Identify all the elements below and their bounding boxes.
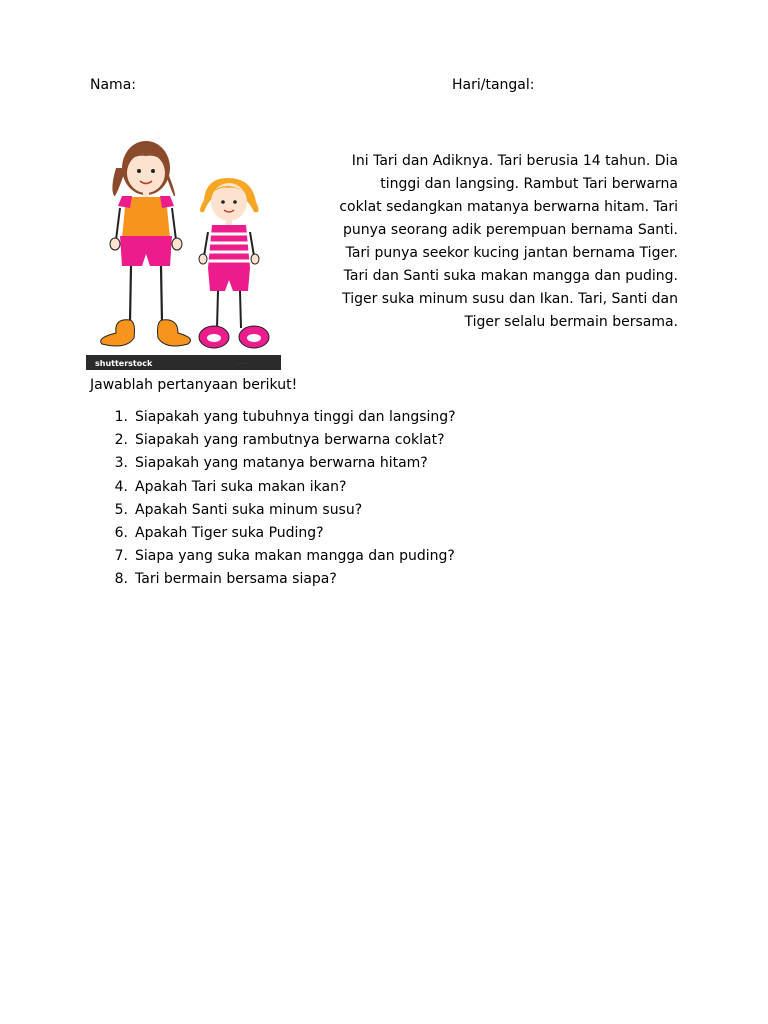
tall-girl-figure — [101, 141, 191, 346]
question-text: Apakah Tiger suka Puding? — [135, 524, 324, 541]
question-item — [90, 570, 456, 593]
name-label: Nama: — [90, 77, 136, 93]
passage-line: coklat sedangkan matanya berwarna hitam. Tari — [339, 199, 678, 215]
question-list — [90, 408, 456, 594]
watermark-text: shutterstock — [95, 359, 153, 368]
question-item — [90, 408, 456, 431]
question-text: Siapakah yang rambutnya berwarna coklat? — [135, 432, 445, 449]
passage-line: punya seorang adik perempuan bernama Santi. — [342, 222, 678, 238]
question-number: 3. — [114, 455, 128, 472]
question-text: Siapa yang suka makan mangga dan puding? — [135, 548, 455, 565]
two-girls-illustration — [86, 128, 281, 370]
question-item — [90, 501, 456, 524]
passage-line: Tari punya seekor kucing jantan bernama Tiger. — [345, 245, 678, 261]
question-item — [90, 431, 456, 454]
question-item — [90, 454, 456, 477]
question-text: Apakah Santi suka minum susu? — [135, 501, 363, 518]
question-number: 7. — [114, 548, 128, 565]
question-text: Siapakah yang matanya berwarna hitam? — [135, 455, 428, 472]
question-number: 2. — [114, 432, 128, 449]
passage-line: Tiger selalu bermain bersama. — [464, 314, 678, 330]
question-item — [90, 547, 456, 570]
question-item — [90, 478, 456, 501]
passage-line: Ini Tari dan Adiknya. Tari berusia 14 tahun. Dia — [351, 153, 678, 169]
question-text: Apakah Tari suka makan ikan? — [135, 478, 347, 495]
passage-line: Tiger suka minum susu dan Ikan. Tari, Santi dan — [342, 291, 678, 307]
instruction-heading: Jawablah pertanyaan berikut! — [90, 377, 298, 393]
question-number: 5. — [114, 501, 128, 518]
question-number: 4. — [114, 478, 128, 495]
question-number: 6. — [114, 524, 128, 541]
question-number: 1. — [114, 409, 128, 425]
reading-passage — [308, 150, 678, 334]
svg-text:··············: ·············· — [236, 361, 250, 365]
passage-line: Tari dan Santi suka makan mangga dan puding. — [343, 268, 678, 284]
question-text: Siapakah yang tubuhnya tinggi dan langsing? — [135, 409, 456, 425]
question-text: Tari bermain bersama siapa? — [135, 571, 337, 588]
short-girl-figure — [199, 178, 269, 348]
question-number: 8. — [114, 571, 128, 588]
date-label: Hari/tangal: — [452, 77, 535, 93]
question-item — [90, 524, 456, 547]
passage-line: tinggi dan langsing. Rambut Tari berwarna — [380, 176, 678, 192]
